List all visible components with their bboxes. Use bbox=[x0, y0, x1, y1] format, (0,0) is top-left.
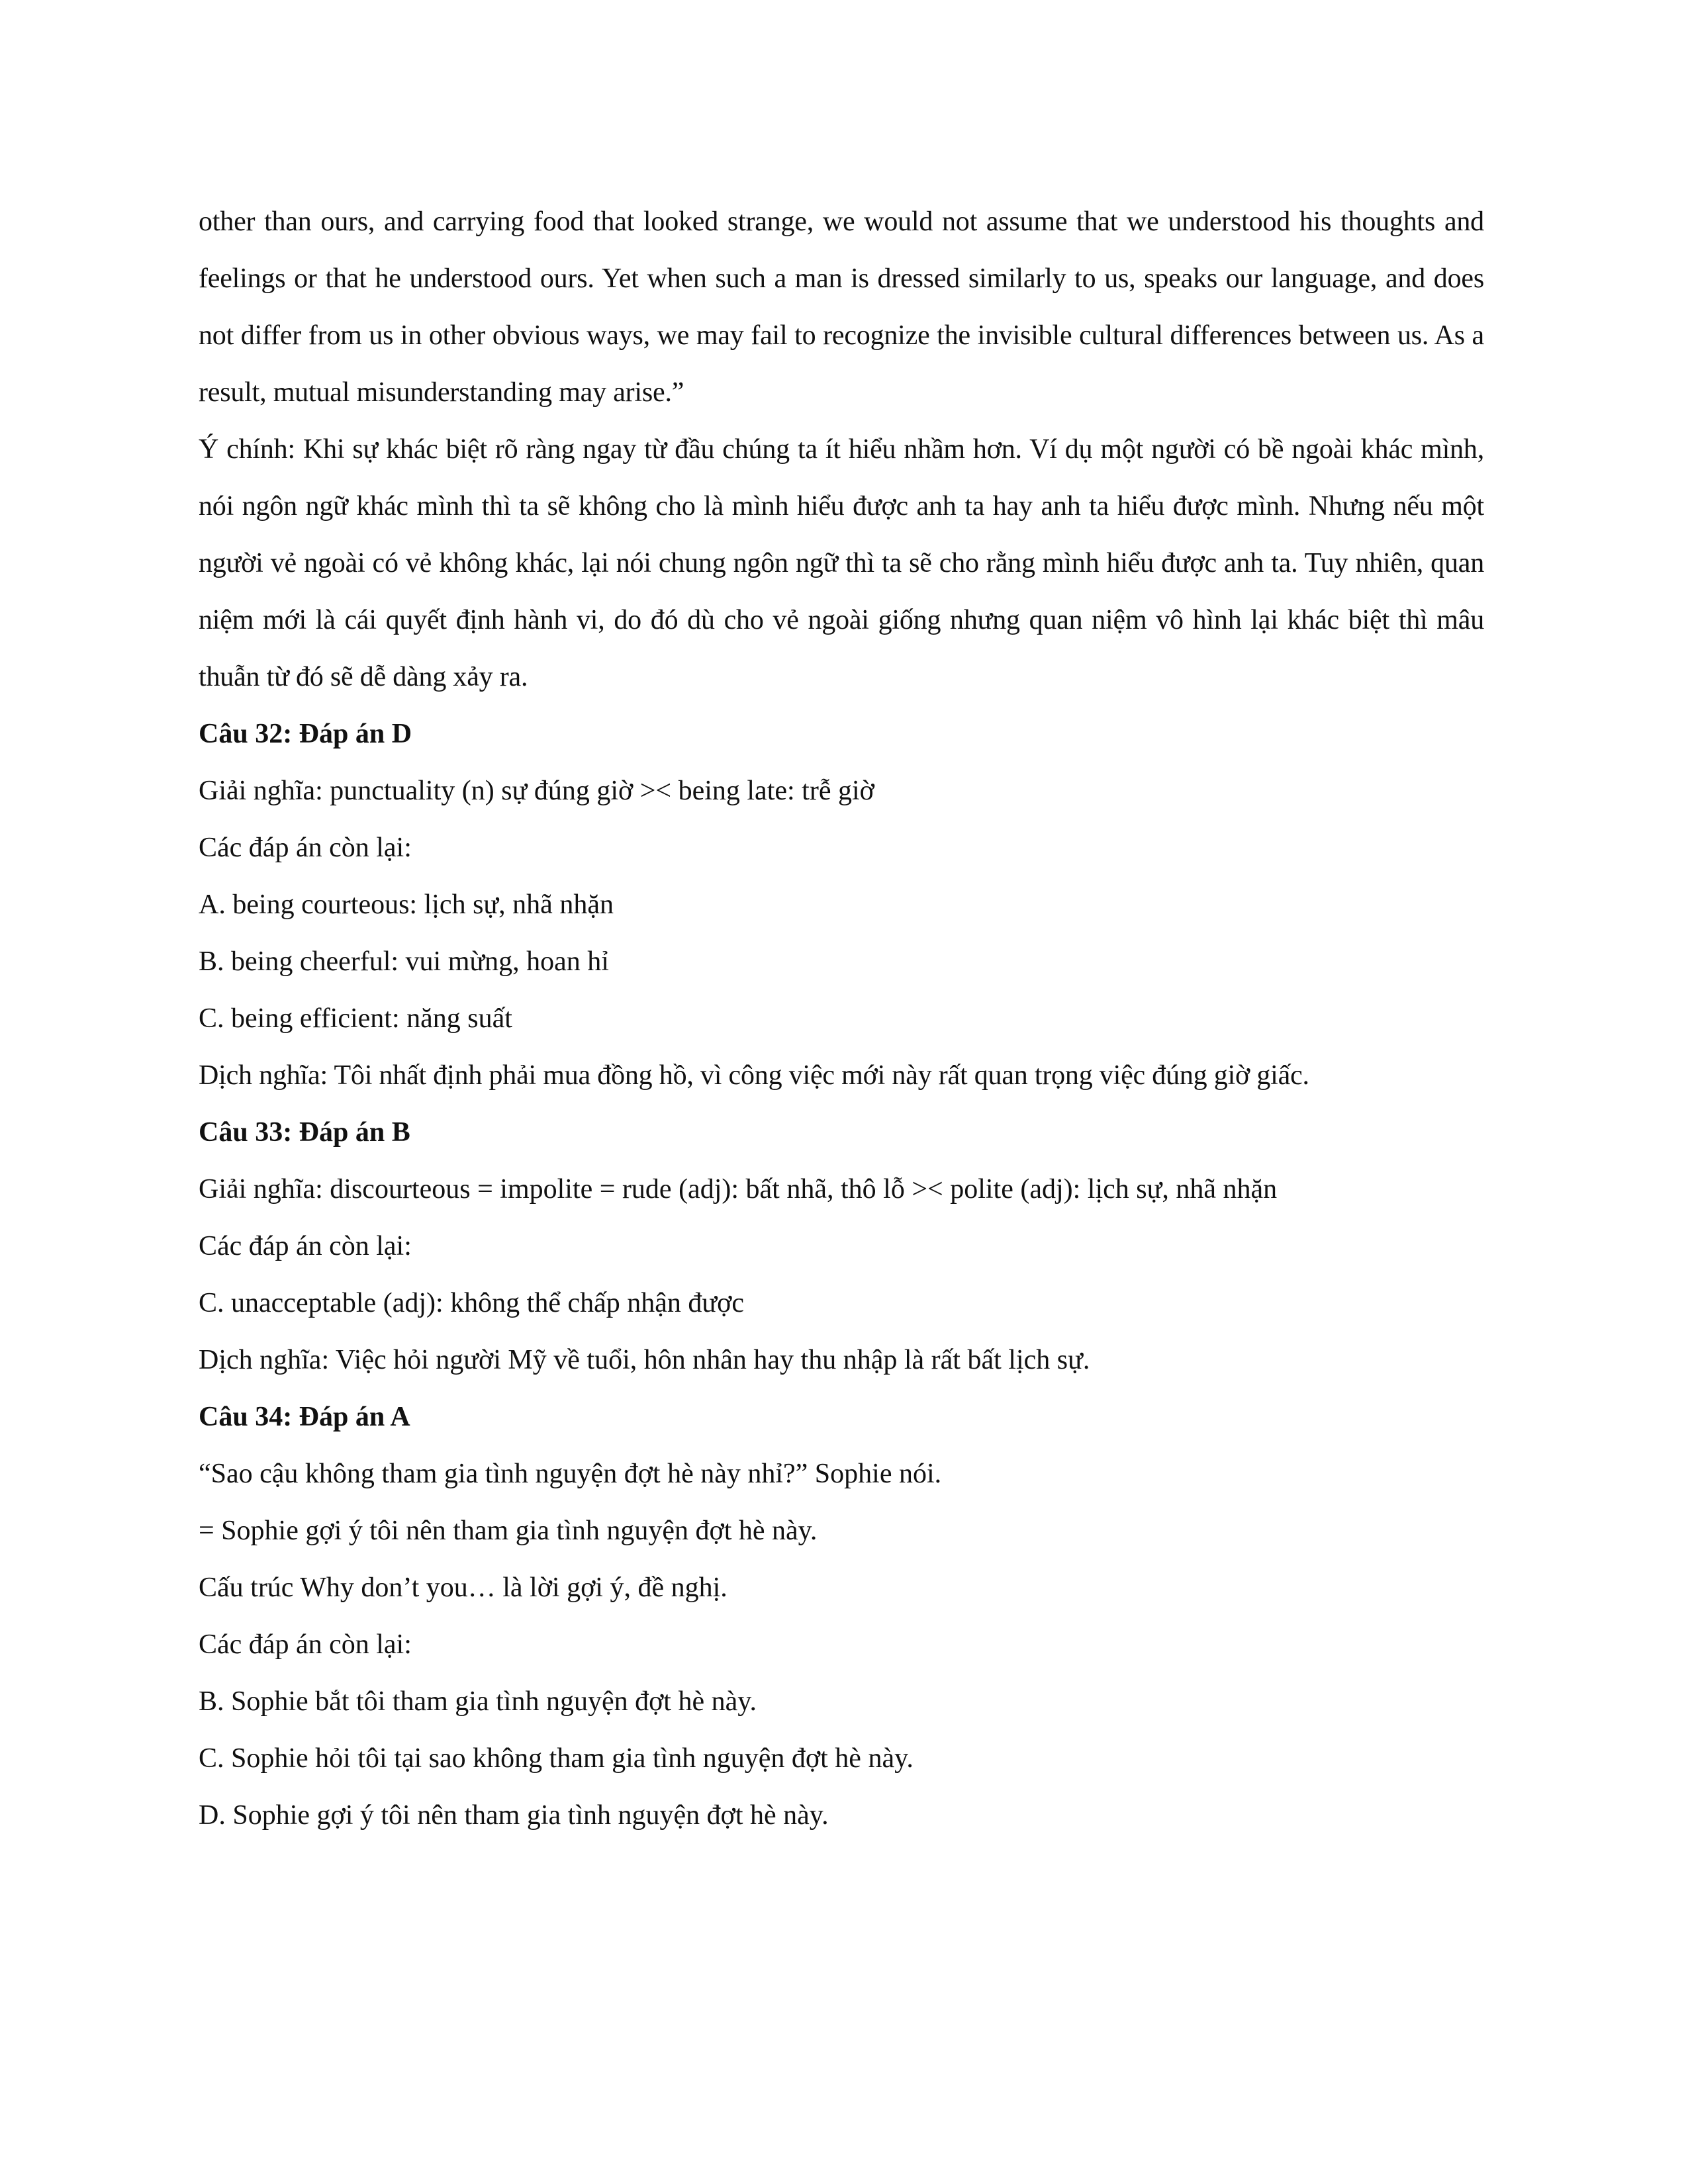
q32-heading: Câu 32: Đáp án D bbox=[199, 719, 412, 749]
q34-equivalent: = Sophie gợi ý tôi nên tham gia tình nguyện đợt hè này. bbox=[199, 1516, 818, 1546]
q33-heading: Câu 33: Đáp án B bbox=[199, 1117, 410, 1148]
q32-explain: Giải nghĩa: punctuality (n) sự đúng giờ >< being late: trễ giờ bbox=[199, 776, 874, 806]
q34-quote: “Sao cậu không tham gia tình nguyện đợt hè này nhỉ?” Sophie nói. bbox=[199, 1459, 942, 1489]
q33-translation: Dịch nghĩa: Việc hỏi người Mỹ về tuổi, hôn nhân hay thu nhập là rất bất lịch sự. bbox=[199, 1345, 1090, 1375]
main-idea: Ý chính: Khi sự khác biệt rõ ràng ngay từ đầu chúng ta ít hiểu nhầm hơn. Ví dụ một người có bề ngoài khác mình, nói ngôn ngữ khác mình thì ta sẽ không cho là mình hiểu được anh ta hay anh ta hiểu được mình. Nhưng nếu một người vẻ ngoài có vẻ không khác, lại nói chung ngôn ngữ thì ta sẽ cho rằng mình hiểu được anh ta. Tuy nhiên, quan niệm mới là cái quyết định hành vi, do đó dù cho vẻ ngoài giống nhưng quan niệm vô hình lại khác biệt thì mâu thuẫn từ đó sẽ dễ dàng xảy ra. bbox=[199, 434, 1484, 692]
q34-structure: Cấu trúc Why don’t you… là lời gợi ý, đề nghị. bbox=[199, 1572, 727, 1603]
q34-heading: Câu 34: Đáp án A bbox=[199, 1402, 410, 1432]
q33-others-label: Các đáp án còn lại: bbox=[199, 1231, 412, 1261]
q34-others-label: Các đáp án còn lại: bbox=[199, 1629, 412, 1660]
q33-option-c: C. unacceptable (adj): không thể chấp nhận được bbox=[199, 1288, 745, 1318]
document-page bbox=[199, 193, 1484, 1844]
q34-option-c: C. Sophie hỏi tôi tại sao không tham gia tình nguyện đợt hè này. bbox=[199, 1743, 914, 1774]
q33-explain: Giải nghĩa: discourteous = impolite = rude (adj): bất nhã, thô lỗ >< polite (adj): lịch sự, nhã nhặn bbox=[199, 1174, 1278, 1205]
q34-option-b: B. Sophie bắt tôi tham gia tình nguyện đợt hè này. bbox=[199, 1686, 757, 1717]
q32-option-a: A. being courteous: lịch sự, nhã nhặn bbox=[199, 889, 614, 920]
q32-others-label: Các đáp án còn lại: bbox=[199, 833, 412, 863]
q32-option-c: C. being efficient: năng suất bbox=[199, 1003, 512, 1034]
passage-quote-tail: other than ours, and carrying food that looked strange, we would not assume that we understood his thoughts and feelings or that he understood ours. Yet when such a man is dressed similarly to us, speaks our language, and does not differ from us in other obvious ways, we may fail to recognize the invisible cultural differences between us. As a result, mutual misunderstanding may arise.” bbox=[199, 206, 1484, 408]
q32-option-b: B. being cheerful: vui mừng, hoan hỉ bbox=[199, 946, 609, 977]
q34-option-d: D. Sophie gợi ý tôi nên tham gia tình nguyện đợt hè này. bbox=[199, 1800, 829, 1831]
q32-translation: Dịch nghĩa: Tôi nhất định phải mua đồng hồ, vì công việc mới này rất quan trọng việc đúng giờ giấc. bbox=[199, 1060, 1309, 1091]
